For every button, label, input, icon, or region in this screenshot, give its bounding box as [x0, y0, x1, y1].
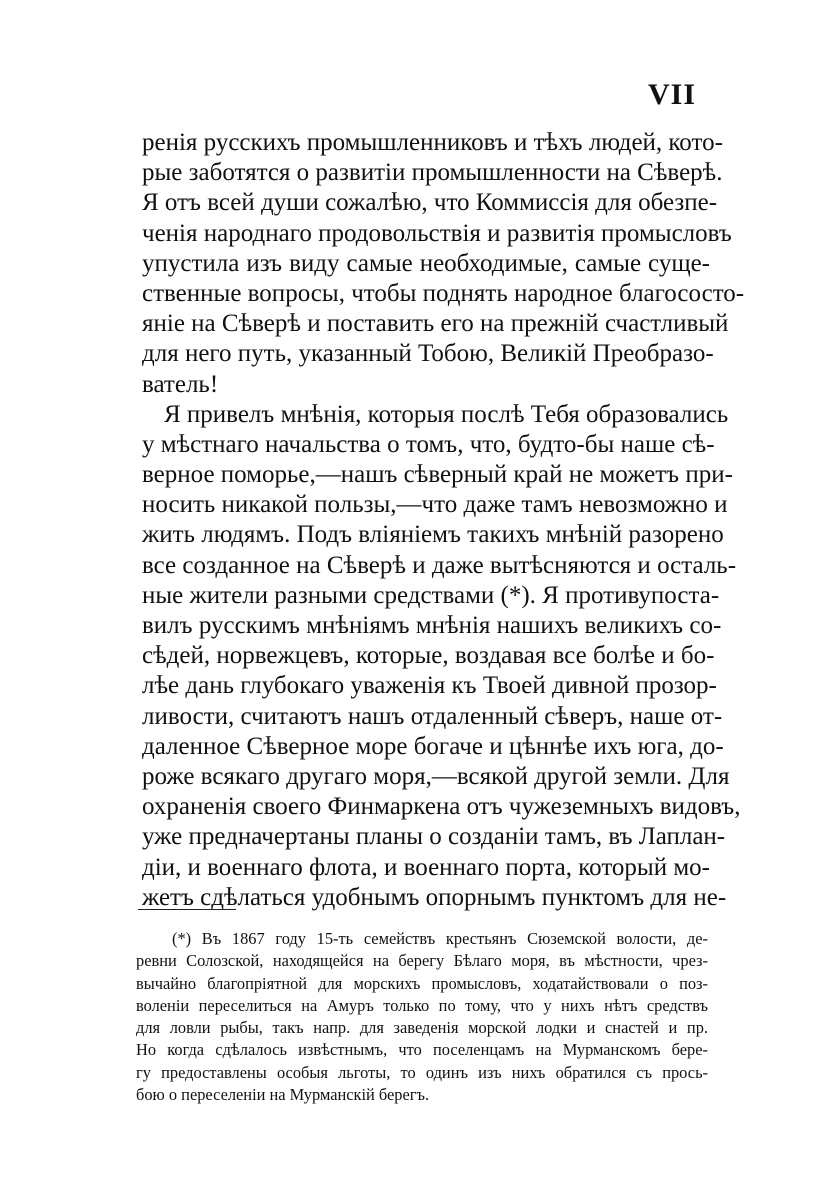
text-line: ливости, считаютъ нашъ отдаленный сѣверъ, наше от-	[142, 702, 723, 730]
text-line: Я привелъ мнѣнія, которыя послѣ Тебя образовались	[164, 400, 729, 428]
text-line: ватель!	[142, 370, 219, 398]
text-line: вилъ русскимъ мнѣніямъ мнѣнія нашихъ великихъ со-	[142, 612, 722, 639]
footnote-line: бою о переселеніи на Мурманскій берегъ.	[136, 1085, 430, 1105]
text-line: ные жители разными средствами (*). Я противупоста-	[142, 581, 720, 609]
text-line: жетъ сдѣлаться удобнымъ опорнымъ пунктомъ для не-	[142, 883, 727, 911]
text-line: носить никакой пользы,—что даже тамъ невозможно и	[142, 491, 728, 519]
text-line: лѣе дань глубокаго уваженія къ Твоей дивной прозор-	[142, 672, 717, 700]
main-text	[142, 128, 745, 913]
footnote-line: для ловли рыбы, такъ напр. для заведенія морской лодки и снастей и пр.	[136, 1018, 708, 1038]
footnote-line: Но когда сдѣлалось извѣстнымъ, что поселенцамъ на Мурманскомъ бере-	[136, 1040, 708, 1060]
text-line: ренія русскихъ промышленниковъ и тѣхъ людей, кото-	[142, 129, 723, 156]
text-line: сѣдей, норвежцевъ, которые, воздавая все болѣе и бо-	[142, 642, 715, 670]
text-line: ственные вопросы, чтобы поднять народное благососто-	[142, 279, 745, 307]
footnote-line: гу предоставлены особыя льготы, то одинъ изъ нихъ обратился съ прось-	[136, 1062, 708, 1082]
text-line: жить людямъ. Подъ вліяніемъ такихъ мнѣній разорено	[142, 521, 724, 549]
text-line: Я отъ всей души сожалѣю, что Коммиссія для обезпе-	[142, 189, 718, 217]
footnote-line: ревни Солозской, находящейся на берегу Бѣлаго моря, въ мѣстности, чрез-	[136, 951, 708, 971]
text-line: у мѣстнаго начальства о томъ, что, будто-бы наше сѣ-	[142, 430, 715, 458]
text-line: рые заботятся о развитіи промышленности на Сѣверѣ.	[142, 159, 723, 187]
text-line: уже предначертаны планы о созданіи тамъ, въ Лаплан-	[142, 823, 726, 851]
text-line: роже всякаго другаго моря,—всякой другой земли. Для	[142, 762, 730, 790]
text-line: охраненія своего Финмаркена отъ чужеземныхъ видовъ,	[142, 793, 741, 821]
page-number: VII	[648, 78, 697, 111]
text-line: упустила изъ виду самые необходимые, самые суще-	[142, 249, 710, 277]
footnote-separator	[138, 909, 236, 910]
text-line: даленное Сѣверное море богаче и цѣннѣе ихъ юга, до-	[142, 732, 724, 760]
text-line: яніе на Сѣверѣ и поставить его на прежній счастливый	[142, 310, 729, 338]
footnote-line: вычайно благопріятной для морскихъ промысловъ, ходатайствовали о поз-	[136, 973, 708, 993]
footnote	[136, 928, 708, 1106]
text-line: діи, и военнаго флота, и военнаго порта, который мо-	[142, 853, 710, 881]
footnote-line: воленіи переселиться на Амуръ только по тому, что у нихъ нѣтъ средствъ	[136, 995, 708, 1015]
text-line: для него путь, указанный Тобою, Великій Преобразо-	[142, 340, 714, 368]
text-line: верное поморье,—нашъ сѣверный край не можетъ при-	[142, 461, 733, 489]
text-line: все созданное на Сѣверѣ и даже вытѣсняются и осталь-	[142, 551, 737, 579]
footnote-line: (*) Въ 1867 году 15-ть семействъ крестьянъ Сюземской волости, де-	[172, 929, 708, 948]
text-line: ченія народнаго продовольствія и развитія промысловъ	[142, 219, 732, 247]
